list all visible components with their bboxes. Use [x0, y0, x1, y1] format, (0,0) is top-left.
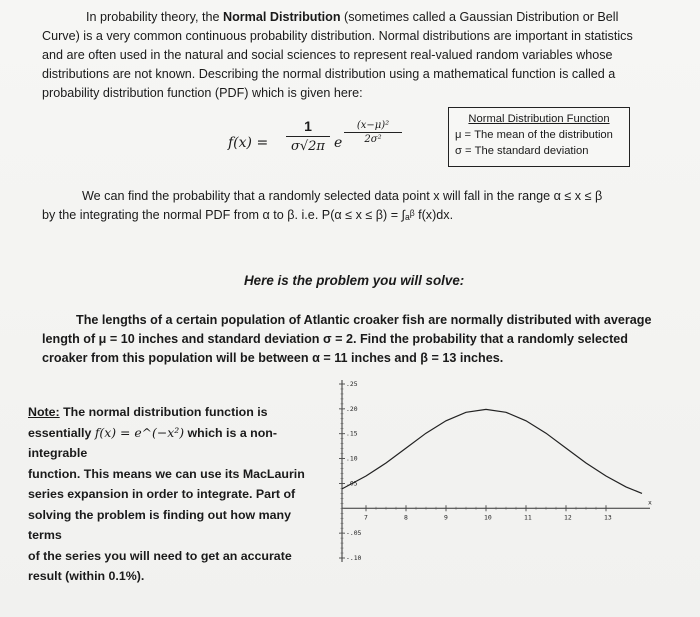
x-tick-label: 11 — [524, 513, 532, 522]
intro-text-2: (sometimes called a Gaussian Distribution or Bell Curve) is a very common continuous probability distribution. Normal distributions are important in statistics and are often used in the natural and social sciences to represent real-valued random variables whose distributions are not known. Describing the normal distribution using a mathematical function is called a probability distribution function (PDF) which is given here: — [42, 10, 633, 100]
note-label: Note: — [28, 405, 60, 419]
y-tick-label: .15 — [346, 429, 358, 438]
legend-title: Normal Distribution Function — [468, 113, 610, 125]
note-line3: function. This means we can use its MacLaurin — [28, 466, 305, 481]
fraction-bar — [286, 136, 330, 137]
x-tick-label: 13 — [604, 513, 612, 522]
pdf-formula — [228, 118, 428, 174]
y-tick-label: -.10 — [346, 554, 362, 562]
note-line1: The normal distribution function is — [59, 405, 268, 419]
note-paragraph — [28, 402, 328, 587]
problem-paragraph: The lengths of a certain population of Atlantic croaker fish are normally distributed with average length of μ = 10 inches and standard deviation σ = 2. Find the probability that a randomly selected croaker from this population will be between α = 11 inches and β = 13 inches. — [42, 313, 652, 365]
pdf-chart — [320, 376, 680, 576]
x-tick-label: 12 — [564, 513, 572, 522]
range-text-line2: by the integrating the normal PDF from α to β. i.e. P(α ≤ x ≤ β) = ∫ₐᵝ f(x)dx. — [42, 208, 454, 222]
note-line2a: essentially — [28, 425, 95, 440]
exponent-denominator: 2σ² — [364, 134, 382, 145]
y-tick-label: .25 — [346, 380, 358, 388]
x-tick-label: 7 — [364, 513, 368, 522]
formula-denominator: σ√2π — [291, 139, 325, 154]
intro-text-1: In probability theory, the — [86, 10, 223, 24]
formula-numerator: 1 — [304, 118, 312, 134]
x-tick-label: 9 — [444, 513, 448, 522]
legend-mu: μ = The mean of the distribution — [455, 129, 613, 141]
intro-bold-term: Normal Distribution — [222, 10, 341, 24]
exponent-bar — [344, 132, 402, 133]
note-line5: solving the problem is finding out how many terms — [28, 507, 291, 542]
pdf-curve-line — [342, 409, 642, 493]
x-tick-label: 10 — [484, 513, 492, 522]
y-tick-label: .20 — [346, 404, 358, 413]
legend-box — [448, 107, 630, 167]
note-line6: of the series you will need to get an accurate — [28, 548, 292, 563]
y-tick-label: .10 — [346, 454, 358, 463]
formula-exponent — [344, 120, 402, 145]
note-line7: result (within 0.1%). — [28, 569, 145, 583]
formula-base: e — [334, 135, 343, 151]
intro-paragraph — [42, 8, 654, 103]
formula-lhs: f(x) = — [228, 135, 269, 151]
problem-heading: Here is the problem you will solve: — [244, 273, 465, 288]
note-line2b: which is a non-integrable — [28, 425, 277, 460]
x-tick-label: 8 — [404, 513, 408, 522]
note-line4: series expansion in order to integrate. Part of — [28, 487, 296, 501]
x-axis-label: x — [648, 498, 652, 507]
formula-fraction — [286, 118, 330, 154]
exponent-numerator: (x−μ)² — [356, 120, 390, 131]
legend-sigma: σ = The standard deviation — [455, 145, 589, 157]
range-text-line1: We can find the probability that a randomly selected data point x will fall in the range α ≤ x ≤ β — [82, 189, 603, 203]
note-formula: f(x) = e^(−x²) — [94, 424, 185, 440]
y-tick-label: .05 — [346, 479, 358, 488]
y-tick-label: -.05 — [346, 529, 362, 538]
